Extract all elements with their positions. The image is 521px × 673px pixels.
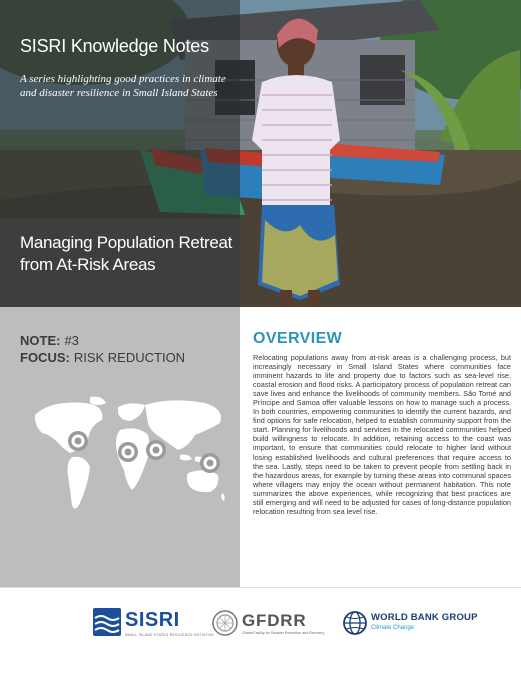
overview-body: Relocating populations away from at-risk areas is a challenging process, but increasingly necessary in Small Island States where communities face imminent hazards to life and property due to factors such as sea-level rise, coastal erosion and flood risks. A participatory process of population retreat can save lives and enhance the livelihoods of community members. São Tomé and Príncipe and Samoa offer valuable lessons on how to manage such a process. In both countries, empowering communities to identify the current hazards, and find options for safe relocation, helped to establish community support from the start. Planning for livelihoods and services in the relocated communities helped build willingness to relocate. In addition, retaining access to the coast was important, to ensure that communities could relocate to higher land without losing established livelihoods and cultural preferences that require access to the sea. Lastly, steps need to be taken to prevent people from settling back in the hazardous areas, for example by turning these areas into communal spaces where villagers may enjoy the ocean without permanent habitation. This note summarizes the above experiences, while recognizing that best practices are still emerging and will need to be adjusted for cases of long-distance population relocation resulting from sea level rise. bbox=[253, 353, 511, 516]
gfdrr-name: GFDRR bbox=[242, 611, 307, 630]
world-bank-logo bbox=[343, 606, 478, 640]
series-title: SISRI Knowledge Notes bbox=[20, 36, 209, 56]
gfdrr-tagline: Global Facility for Disaster Reduction and Recovery bbox=[242, 631, 325, 635]
world-map-icon bbox=[30, 395, 230, 525]
note-number bbox=[20, 333, 79, 348]
series-subtitle: A series highlighting good practices in climate and disaster resilience in Small Island States bbox=[20, 73, 226, 99]
note-focus-label: FOCUS: bbox=[20, 350, 70, 365]
sisri-name: SISRI bbox=[125, 609, 180, 631]
location-target-icon bbox=[146, 440, 166, 460]
world-bank-tagline: Climate Change bbox=[371, 625, 415, 631]
sisri-logo-icon bbox=[93, 608, 121, 636]
note-number-value: #3 bbox=[64, 333, 79, 348]
note-number-label: NOTE: bbox=[20, 333, 61, 348]
footer-divider bbox=[0, 587, 521, 588]
world-bank-globe-icon bbox=[343, 611, 367, 635]
overview-heading: OVERVIEW bbox=[253, 330, 343, 347]
location-target-icon bbox=[118, 442, 138, 462]
sisri-logo bbox=[93, 606, 215, 640]
location-target-icon bbox=[200, 453, 220, 473]
world-bank-name: WORLD BANK GROUP bbox=[371, 612, 478, 623]
sisri-tagline: SMALL ISLAND STATES RESILIENCE INITIATIVE bbox=[125, 633, 215, 637]
note-focus bbox=[20, 350, 185, 365]
gfdrr-logo bbox=[212, 606, 327, 640]
location-target-icon bbox=[68, 431, 88, 451]
note-focus-value: RISK REDUCTION bbox=[73, 350, 186, 365]
document-title: Managing Population Retreat from At-Risk Areas bbox=[20, 233, 233, 274]
gfdrr-logo-icon bbox=[212, 610, 238, 636]
